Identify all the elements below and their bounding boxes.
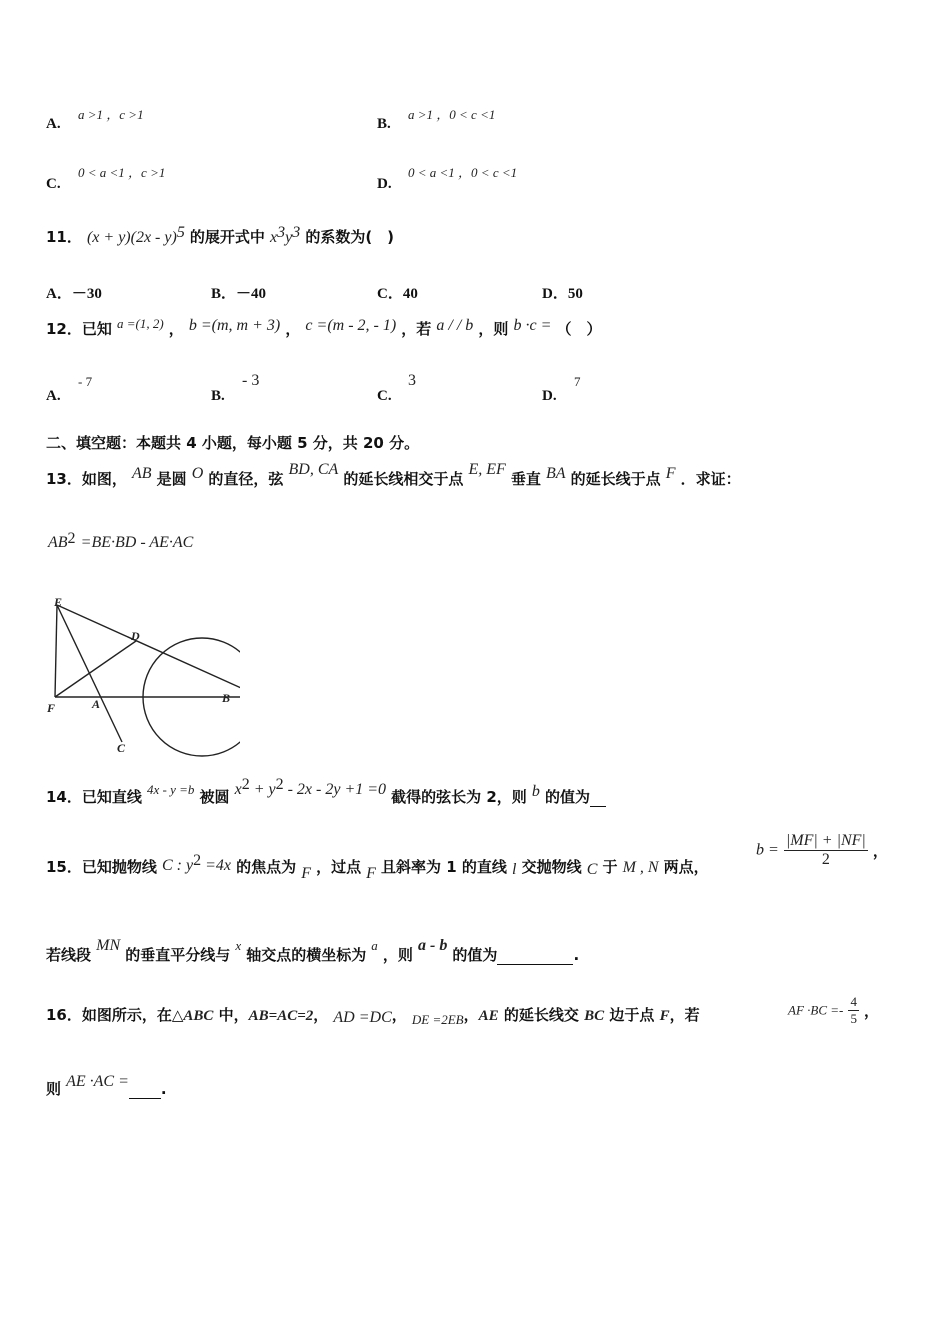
q11-option-c: C．40 xyxy=(377,286,418,302)
q16-text-2: ， xyxy=(313,1006,329,1024)
q11-option-b: B．－40 xyxy=(211,286,267,302)
q14-circle-x: x xyxy=(234,781,242,798)
q11-term-y: y xyxy=(285,229,293,246)
q11-text-1: 的展开式中 xyxy=(189,228,265,246)
q14-circle-equation xyxy=(234,776,387,798)
q10-option-a-math: a >1 ，c >1 xyxy=(78,107,144,122)
q13-label-c: C xyxy=(117,741,126,755)
q13-ba: BA xyxy=(546,465,566,482)
q14-text-1: 被圆 xyxy=(199,788,230,806)
q14-circle-y: + y xyxy=(249,781,276,798)
q10-option-a-label: A. xyxy=(46,116,61,132)
q15-tail-comma: ， xyxy=(872,842,888,860)
q15-text-5: 于 xyxy=(602,858,618,876)
question-15 xyxy=(46,852,709,882)
q16-condition-fraction xyxy=(848,994,859,1027)
q12-option-a-label: A. xyxy=(46,388,61,404)
q14-circle-rest: - 2x - 2y +1 =0 xyxy=(283,781,387,798)
q15-parabola-lhs: C : y xyxy=(161,857,194,874)
q13-number: 13．如图， xyxy=(46,470,127,488)
q14-line-equation: 4x - y =b xyxy=(146,782,195,797)
q16-condition xyxy=(788,994,879,1027)
q16-text-6: 边于点 xyxy=(604,1006,660,1024)
q15-number: 15．已知抛物线 xyxy=(46,858,157,876)
q12-option-c-value: 3 xyxy=(408,372,416,389)
question-16 xyxy=(46,1004,700,1025)
q15-answer-blank[interactable] xyxy=(497,950,573,965)
q15-segment-mn: MN xyxy=(96,937,121,954)
q15-point-f: F xyxy=(366,865,376,882)
q16-ad-dc: AD =DC xyxy=(333,1009,392,1026)
q15-text-9: 轴交点的横坐标为 xyxy=(246,946,367,964)
q15-end-period: . xyxy=(573,946,580,964)
q15-points-mn: M , N xyxy=(622,859,659,876)
q13-e-ef: E, EF xyxy=(468,461,506,478)
q16-bc: BC xyxy=(584,1008,605,1024)
q15-fraction xyxy=(784,832,868,869)
q12-number: 12．已知 xyxy=(46,320,112,338)
q16-fraction-numerator: 4 xyxy=(850,994,857,1009)
question-11 xyxy=(46,226,394,247)
q11-number: 11． xyxy=(46,228,82,246)
q15-curve-c: C xyxy=(586,861,598,878)
q11-exponent: 5 xyxy=(176,224,185,241)
q16-text-9: 则 xyxy=(46,1080,62,1098)
q10-option-c-label: C. xyxy=(46,176,61,192)
q15-text-1: 的焦点为 xyxy=(236,858,297,876)
q16-fraction-denominator: 5 xyxy=(850,1011,857,1026)
q12-option-b-label: B. xyxy=(211,388,225,404)
q13-segment-eb xyxy=(57,605,240,697)
q13-o: O xyxy=(191,465,204,482)
question-13 xyxy=(46,461,741,489)
q16-triangle-abc: ABC xyxy=(183,1008,214,1024)
q15-parabola-rhs: =4x xyxy=(201,857,231,874)
q12-dot-product: b ·c = xyxy=(513,317,552,334)
q16-text-1: 中， xyxy=(213,1006,249,1024)
q10-option-c-math: 0 < a <1 ，c >1 xyxy=(78,165,166,180)
q13-f: F xyxy=(665,465,676,482)
q12-option-b-value: - 3 xyxy=(242,372,260,389)
q12-option-c-label: C. xyxy=(377,388,392,404)
q13-text-1: 是圆 xyxy=(156,470,187,488)
q14-number: 14．已知直线 xyxy=(46,788,142,806)
q15-b-definition xyxy=(756,832,888,869)
q13-text-2: 的直径，弦 xyxy=(208,470,284,488)
q14-circle-y-exp: 2 xyxy=(275,776,284,793)
q16-text-4: ， xyxy=(463,1006,479,1024)
q12-option-a-value: - 7 xyxy=(78,374,93,389)
q16-answer-blank[interactable] xyxy=(129,1084,161,1099)
q15-parabola-exp: 2 xyxy=(193,852,202,869)
q12-option-d-value: 7 xyxy=(574,374,581,389)
q13-label-d: D xyxy=(131,629,140,643)
q12-comma-1: ， xyxy=(168,320,184,338)
q15-a-minus-b: a - b xyxy=(418,937,448,954)
q15-text-11: 的值为 xyxy=(452,946,498,964)
q16-ask-expr: AE ·AC = xyxy=(66,1073,129,1090)
q14-circle-x-exp: 2 xyxy=(241,776,250,793)
q12-paren: （ ） xyxy=(556,320,602,338)
q13-label-b: B xyxy=(222,691,231,705)
q12-vector-b: b =(m, m + 3) xyxy=(188,317,281,334)
q13-ab: AB xyxy=(131,465,152,482)
q13-text-5: 的延长线于点 xyxy=(570,470,661,488)
q11-text-2: 的系数为( ) xyxy=(305,228,395,246)
q14-text-3: 的值为 xyxy=(545,788,591,806)
q10-option-b-label: B. xyxy=(377,116,391,132)
q11-expression: (x + y)(2x - y) xyxy=(86,229,177,246)
q16-condition-expr: AF ·BC =- xyxy=(788,1002,844,1018)
q15-text-2: ，过点 xyxy=(316,858,362,876)
q11-term-y-exp: 3 xyxy=(292,224,301,241)
q11-option-d: D．50 xyxy=(542,286,583,302)
q11-option-a: A．－30 xyxy=(46,286,102,302)
q15-text-3: 且斜率为 1 的直线 xyxy=(381,858,507,876)
q15-a: a xyxy=(371,938,378,953)
q11-term-x: x xyxy=(270,229,278,246)
question-15-line-2 xyxy=(46,937,580,965)
q14-text-2: 截得的弦长为 2，则 xyxy=(391,788,527,806)
question-14 xyxy=(46,776,606,807)
q16-text-3: ， xyxy=(391,1006,407,1024)
q15-text-8: 的垂直平分线与 xyxy=(125,946,231,964)
question-12 xyxy=(46,318,602,339)
q16-end-period: . xyxy=(160,1080,167,1098)
q16-number: 16．如图所示，在△ xyxy=(46,1006,184,1024)
q16-ae: AE xyxy=(478,1008,499,1024)
q13-segment-ef xyxy=(55,605,57,697)
q13-geometry-figure xyxy=(40,590,240,760)
q13-formula-rhs: =BE·BD - AE·AC xyxy=(80,534,194,551)
q16-point-f: F xyxy=(659,1008,670,1024)
q13-text-4: 垂直 xyxy=(510,470,541,488)
q15-axis-x: x xyxy=(235,938,242,953)
q15-b-eq: b = xyxy=(756,841,779,859)
section-2-heading: 二、填空题：本题共 4 小题，每小题 5 分，共 20 分。 xyxy=(46,434,420,452)
q10-option-b-math: a >1 ，0 < c <1 xyxy=(408,107,496,122)
q16-tail-comma: ， xyxy=(864,1002,880,1020)
q15-text-7: 若线段 xyxy=(46,946,92,964)
q14-answer-blank[interactable] xyxy=(590,792,606,807)
q16-text-7: ，若 xyxy=(669,1006,700,1024)
q14-b: b xyxy=(531,783,540,800)
q12-option-d-label: D. xyxy=(542,388,557,404)
q13-formula-lhs: AB xyxy=(48,534,68,551)
q13-text-3: 的延长线相交于点 xyxy=(343,470,464,488)
q12-text-then: ，则 xyxy=(478,320,509,338)
q12-vector-a: a =(1, 2) xyxy=(116,316,164,331)
q13-label-f: F xyxy=(47,701,56,715)
q12-text-if: ，若 xyxy=(401,320,432,338)
q15-parabola xyxy=(161,852,231,874)
q16-ab-ac: AB=AC=2 xyxy=(248,1008,314,1024)
q16-text-5: 的延长线交 xyxy=(498,1006,585,1024)
q12-comma-2: ， xyxy=(285,320,301,338)
q15-line-l: l xyxy=(512,861,517,878)
question-16-line-2 xyxy=(46,1073,167,1099)
q13-label-a: A xyxy=(92,697,101,711)
q13-bd-ca: BD, CA xyxy=(288,461,339,478)
q13-label-e: E xyxy=(54,595,63,609)
q15-fraction-denominator: 2 xyxy=(821,851,830,868)
q11-term-x-exp: 3 xyxy=(277,224,286,241)
q13-formula xyxy=(48,532,193,552)
q13-text-6: ．求证： xyxy=(680,470,741,488)
q15-text-10: ，则 xyxy=(382,946,413,964)
q16-de-eb: DE =2EB xyxy=(411,1012,464,1027)
q15-text-6: 两点， xyxy=(663,858,709,876)
q13-formula-exp: 2 xyxy=(67,530,76,547)
q15-focus-f: F xyxy=(301,865,311,882)
q12-vector-c: c =(m - 2, - 1) xyxy=(305,317,397,334)
q15-fraction-numerator: |MF| + |NF| xyxy=(785,832,866,849)
q10-option-d-label: D. xyxy=(377,176,392,192)
q10-option-d-math: 0 < a <1 ，0 < c <1 xyxy=(408,165,518,180)
q12-parallel: a / / b xyxy=(436,317,474,334)
q13-segment-fd xyxy=(55,641,136,697)
q15-text-4: 交抛物线 xyxy=(521,858,582,876)
